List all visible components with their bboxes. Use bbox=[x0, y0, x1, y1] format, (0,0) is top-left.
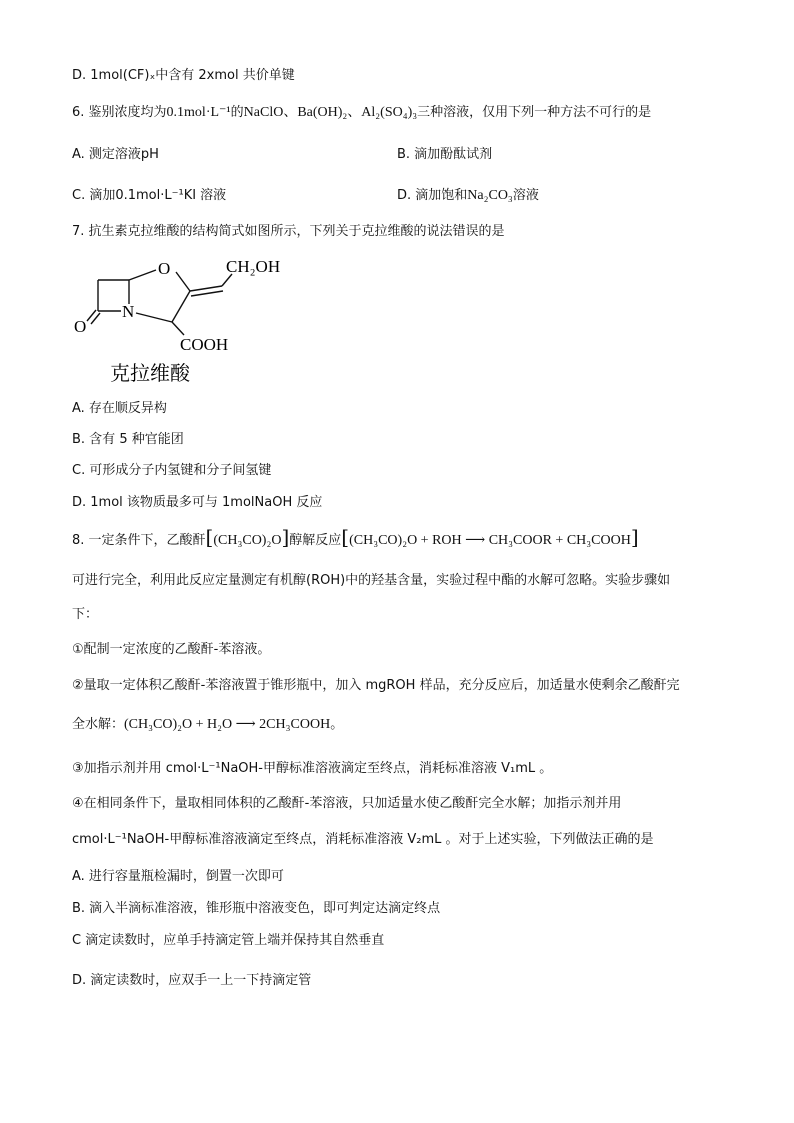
question-8-option-d: D. 滴定读数时，应双手一上一下持滴定管 bbox=[72, 973, 312, 988]
q8-reaction-bracket-close: ] bbox=[630, 525, 639, 549]
question-6-stem bbox=[72, 103, 651, 123]
question-8-step3: ③加指示剂并用 cmol·L⁻¹NaOH-甲醇标准溶液滴定至终点，消耗标准溶液 V₁mL 。 bbox=[72, 761, 553, 776]
q8-hydrolysis-equation: (CH₃CO)₂O + H₂O ⟶ 2CH₃COOH bbox=[124, 717, 331, 732]
clavulanic-acid-structure bbox=[72, 252, 312, 392]
q6-reagents: NaClO、Ba(OH)₂、Al₂(SO₄)₃ bbox=[243, 105, 418, 120]
atom-o-ring: O bbox=[158, 259, 171, 278]
question-6-option-b: B. 滴加酚酞试剂 bbox=[397, 147, 493, 162]
group-ch2oh: CH₂OH bbox=[226, 257, 281, 276]
question-5-option-d: D. 1mol(CF)ₓ中含有 2xmol 共价单键 bbox=[72, 68, 295, 83]
question-8-step4-a: ④在相同条件下，量取相同体积的乙酸酐-苯溶液，只加适量水使乙酸酐完全水解；加指示剂并用 bbox=[72, 796, 622, 811]
question-8-option-c: C 滴定读数时，应单手持滴定管上端并保持其自然垂直 bbox=[72, 933, 385, 948]
question-7-option-c: C. 可形成分子内氢键和分子间氢键 bbox=[72, 463, 272, 478]
q8-step2-b-suffix: 。 bbox=[330, 717, 344, 732]
q8-reaction: (CH₃CO)₂O + ROH ⟶ CH₃COOR + CH₃COOH bbox=[349, 533, 631, 548]
q6-stem-mid: 的 bbox=[230, 105, 244, 120]
q6-option-d-prefix: D. 滴加饱和 bbox=[397, 188, 468, 203]
q6-option-d-formula: Na₂CO₃ bbox=[467, 188, 513, 203]
question-8-line3: 下： bbox=[72, 607, 99, 622]
bond-c-o-ring bbox=[129, 270, 156, 280]
q8-line1-prefix: 8. 一定条件下，乙酸酐 bbox=[72, 533, 206, 548]
question-8-option-a: A. 进行容量瓶检漏时，倒置一次即可 bbox=[72, 869, 284, 884]
question-8-line2: 可进行完全，利用此反应定量测定有机醇(ROH)中的羟基含量，实验过程中酯的水解可忽略。实验步骤如 bbox=[72, 573, 671, 588]
bond-exocyclic-double-2 bbox=[191, 291, 223, 296]
bond-c2-cooh bbox=[172, 322, 184, 335]
atom-o-ketone: O bbox=[74, 317, 87, 336]
q8-step2-b-prefix: 全水解： bbox=[72, 717, 125, 732]
q8-line1-mid: 醇解反应 bbox=[289, 533, 342, 548]
atom-n: N bbox=[122, 302, 135, 321]
question-6-option-a: A. 测定溶液pH bbox=[72, 147, 159, 162]
group-cooh: COOH bbox=[180, 335, 229, 354]
bond-c3-c2 bbox=[172, 291, 190, 322]
q8-bracket-close: ] bbox=[281, 525, 290, 549]
question-7-option-b: B. 含有 5 种官能团 bbox=[72, 432, 184, 447]
q8-reaction-bracket-open: [ bbox=[341, 525, 350, 549]
question-6-option-c: C. 滴加0.1mol·L⁻¹KI 溶液 bbox=[72, 188, 227, 203]
q6-stem-prefix: 6. 鉴别浓度均为 bbox=[72, 105, 167, 120]
question-8-option-b: B. 滴入半滴标准溶液，锥形瓶中溶液变色，即可判定达滴定终点 bbox=[72, 901, 441, 916]
q6-concentration: 0.1mol·L⁻¹ bbox=[166, 105, 231, 120]
q6-option-d-suffix: 溶液 bbox=[512, 188, 539, 203]
question-8-step4-b: cmol·L⁻¹NaOH-甲醇标准溶液滴定至终点，消耗标准溶液 V₂mL 。对于上述实验，下列做法正确的是 bbox=[72, 832, 654, 847]
q6-stem-suffix: 三种溶液，仅用下列一种方法不可行的是 bbox=[417, 105, 652, 120]
question-8-step1: ①配制一定浓度的乙酸酐-苯溶液。 bbox=[72, 642, 271, 657]
question-8-step2-a: ②量取一定体积乙酸酐-苯溶液置于锥形瓶中，加入 mgROH 样品，充分反应后，加适量水使剩余乙酸酐完 bbox=[72, 678, 680, 693]
q8-anhydride: (CH₃CO)₂O bbox=[213, 533, 282, 548]
bond-exocyclic-double-1 bbox=[190, 286, 222, 291]
q8-bracket-open: [ bbox=[205, 525, 214, 549]
question-7-option-d: D. 1mol 该物质最多可与 1molNaOH 反应 bbox=[72, 495, 323, 510]
bond-o-c3 bbox=[176, 272, 190, 291]
question-8-step2-b bbox=[72, 715, 343, 735]
question-7-option-a: A. 存在顺反异构 bbox=[72, 401, 167, 416]
question-6-option-d bbox=[397, 186, 539, 206]
structure-caption: 克拉维酸 bbox=[110, 361, 190, 385]
question-7-stem: 7. 抗生素克拉维酸的结构简式如图所示，下列关于克拉维酸的说法错误的是 bbox=[72, 224, 505, 239]
bond-c2-n bbox=[136, 313, 172, 322]
question-8-line1 bbox=[72, 527, 639, 551]
